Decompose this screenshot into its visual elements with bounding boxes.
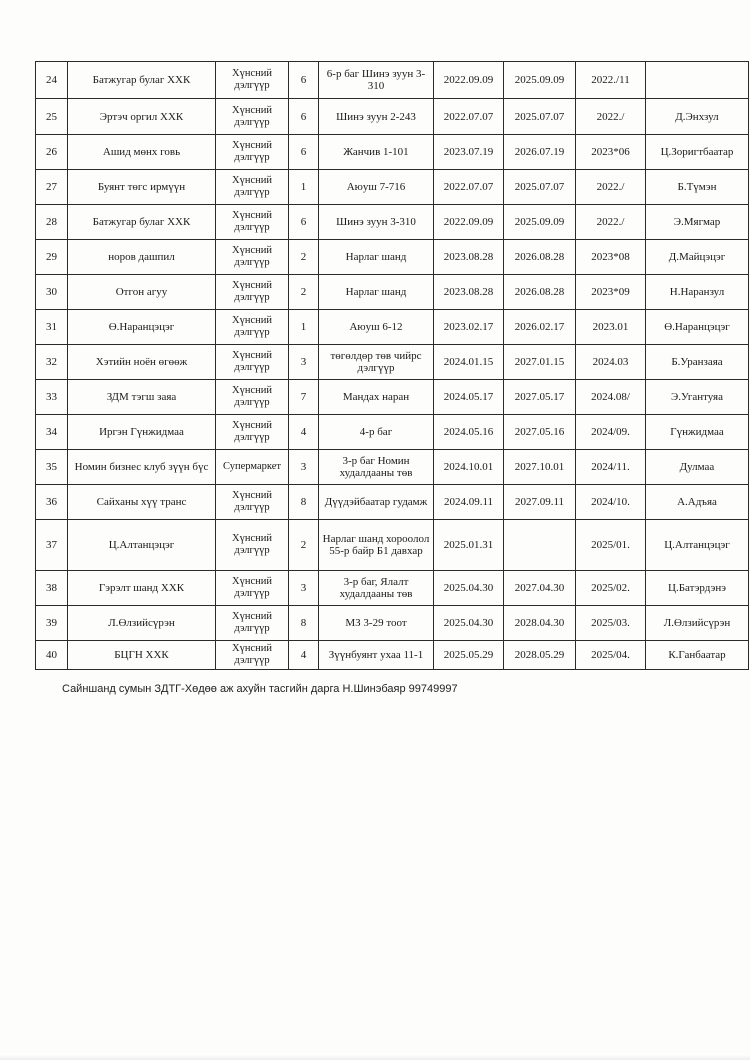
address-cell: 3-р баг, Ялалт худалдааны төв [319, 571, 434, 606]
owner-name-cell: Ц.Алтанцэцэг [646, 520, 749, 571]
start-date-cell: 2025.05.29 [434, 641, 504, 670]
end-date-cell: 2025.07.07 [504, 99, 576, 135]
bag-number-cell: 7 [289, 380, 319, 415]
start-date-cell: 2022.09.09 [434, 62, 504, 99]
address-cell: Нарлаг шанд [319, 240, 434, 275]
table-row [36, 606, 749, 641]
business-type-cell: Хүнсний дэлгүүр [216, 415, 289, 450]
table-row [36, 99, 749, 135]
owner-name-cell: Н.Наранзул [646, 275, 749, 310]
permit-number-cell: 2024/11. [576, 450, 646, 485]
entity-name-cell: Ө.Наранцэцэг [68, 310, 216, 345]
start-date-cell: 2023.02.17 [434, 310, 504, 345]
row-number-cell: 29 [36, 240, 68, 275]
address-cell: Нарлаг шанд хороолол 55-р байр Б1 давхар [319, 520, 434, 571]
address-cell: төгөлдөр төв чийрс дэлгүүр [319, 345, 434, 380]
end-date-cell: 2027.05.17 [504, 380, 576, 415]
row-number-cell: 32 [36, 345, 68, 380]
start-date-cell: 2024.01.15 [434, 345, 504, 380]
bag-number-cell: 6 [289, 99, 319, 135]
permit-number-cell: 2023*06 [576, 135, 646, 170]
owner-name-cell: Ц.Зоригтбаатар [646, 135, 749, 170]
row-number-cell: 24 [36, 62, 68, 99]
bag-number-cell: 8 [289, 606, 319, 641]
entity-name-cell: Батжугар булаг ХХК [68, 62, 216, 99]
bag-number-cell: 6 [289, 62, 319, 99]
table-row [36, 62, 749, 99]
business-type-cell: Хүнсний дэлгүүр [216, 571, 289, 606]
end-date-cell: 2027.05.16 [504, 415, 576, 450]
entity-name-cell: Сайханы хүү транс [68, 485, 216, 520]
permit-number-cell: 2023.01 [576, 310, 646, 345]
address-cell: 3-р баг Номин худалдааны төв [319, 450, 434, 485]
start-date-cell: 2022.07.07 [434, 170, 504, 205]
business-type-cell: Хүнсний дэлгүүр [216, 205, 289, 240]
end-date-cell: 2027.10.01 [504, 450, 576, 485]
owner-name-cell [646, 62, 749, 99]
start-date-cell: 2025.04.30 [434, 571, 504, 606]
row-number-cell: 33 [36, 380, 68, 415]
address-cell: Зүүнбуянт ухаа 11-1 [319, 641, 434, 670]
permit-number-cell: 2024.03 [576, 345, 646, 380]
entity-name-cell: Эртэч оргил ХХК [68, 99, 216, 135]
entity-name-cell: норов дашпил [68, 240, 216, 275]
end-date-cell: 2025.09.09 [504, 205, 576, 240]
address-cell: Шинэ зуун 2-243 [319, 99, 434, 135]
entity-name-cell: Хэтийн ноён өгөөж [68, 345, 216, 380]
entity-name-cell: ЗДМ тэгш заяа [68, 380, 216, 415]
registry-table-body [36, 62, 749, 670]
business-type-cell: Хүнсний дэлгүүр [216, 520, 289, 571]
start-date-cell: 2024.05.16 [434, 415, 504, 450]
entity-name-cell: Отгон агуу [68, 275, 216, 310]
end-date-cell: 2026.07.19 [504, 135, 576, 170]
owner-name-cell: Э.Угантуяа [646, 380, 749, 415]
row-number-cell: 34 [36, 415, 68, 450]
end-date-cell: 2026.08.28 [504, 275, 576, 310]
start-date-cell: 2022.07.07 [434, 99, 504, 135]
row-number-cell: 39 [36, 606, 68, 641]
row-number-cell: 35 [36, 450, 68, 485]
business-type-cell: Хүнсний дэлгүүр [216, 380, 289, 415]
address-cell: Шинэ зуун 3-310 [319, 205, 434, 240]
table-row [36, 205, 749, 240]
entity-name-cell: Буянт төгс ирмүүн [68, 170, 216, 205]
owner-name-cell: К.Ганбаатар [646, 641, 749, 670]
end-date-cell: 2027.01.15 [504, 345, 576, 380]
business-type-cell: Супермаркет [216, 450, 289, 485]
end-date-cell: 2027.04.30 [504, 571, 576, 606]
start-date-cell: 2022.09.09 [434, 205, 504, 240]
end-date-cell: 2025.07.07 [504, 170, 576, 205]
start-date-cell: 2025.01.31 [434, 520, 504, 571]
permit-number-cell: 2022./ [576, 170, 646, 205]
business-type-cell: Хүнсний дэлгүүр [216, 641, 289, 670]
entity-name-cell: БЦГН ХХК [68, 641, 216, 670]
permit-number-cell: 2025/01. [576, 520, 646, 571]
address-cell: Жанчив 1-101 [319, 135, 434, 170]
signature-line: Сайншанд сумын ЗДТГ-Хөдөө аж ахуйн тасгийн дарга Н.Шинэбаяр 99749997 [62, 683, 458, 695]
end-date-cell: 2026.02.17 [504, 310, 576, 345]
bag-number-cell: 1 [289, 310, 319, 345]
bag-number-cell: 1 [289, 170, 319, 205]
owner-name-cell: Д.Майцэцэг [646, 240, 749, 275]
owner-name-cell: Ц.Батэрдэнэ [646, 571, 749, 606]
table-row [36, 641, 749, 670]
row-number-cell: 27 [36, 170, 68, 205]
business-type-cell: Хүнсний дэлгүүр [216, 135, 289, 170]
owner-name-cell: А.Адъяа [646, 485, 749, 520]
permit-number-cell: 2025/04. [576, 641, 646, 670]
start-date-cell: 2024.05.17 [434, 380, 504, 415]
bag-number-cell: 6 [289, 135, 319, 170]
address-cell: Мандах наран [319, 380, 434, 415]
table-row [36, 450, 749, 485]
permit-number-cell: 2024/09. [576, 415, 646, 450]
start-date-cell: 2024.10.01 [434, 450, 504, 485]
business-type-cell: Хүнсний дэлгүүр [216, 62, 289, 99]
address-cell: Аюуш 6-12 [319, 310, 434, 345]
row-number-cell: 31 [36, 310, 68, 345]
bag-number-cell: 2 [289, 275, 319, 310]
business-type-cell: Хүнсний дэлгүүр [216, 275, 289, 310]
table-row [36, 240, 749, 275]
table-row [36, 135, 749, 170]
business-type-cell: Хүнсний дэлгүүр [216, 310, 289, 345]
row-number-cell: 25 [36, 99, 68, 135]
address-cell: Нарлаг шанд [319, 275, 434, 310]
entity-name-cell: Батжугар булаг ХХК [68, 205, 216, 240]
row-number-cell: 37 [36, 520, 68, 571]
business-type-cell: Хүнсний дэлгүүр [216, 240, 289, 275]
table-row [36, 380, 749, 415]
end-date-cell: 2027.09.11 [504, 485, 576, 520]
bag-number-cell: 8 [289, 485, 319, 520]
table-row [36, 310, 749, 345]
entity-name-cell: Ц.Алтанцэцэг [68, 520, 216, 571]
owner-name-cell: Л.Өлзийсүрэн [646, 606, 749, 641]
permit-number-cell: 2024.08/ [576, 380, 646, 415]
business-type-cell: Хүнсний дэлгүүр [216, 170, 289, 205]
start-date-cell: 2025.04.30 [434, 606, 504, 641]
bag-number-cell: 2 [289, 240, 319, 275]
entity-name-cell: Номин бизнес клуб зүүн бүс [68, 450, 216, 485]
scan-edge [0, 1054, 750, 1060]
end-date-cell: 2025.09.09 [504, 62, 576, 99]
row-number-cell: 26 [36, 135, 68, 170]
row-number-cell: 30 [36, 275, 68, 310]
table-row [36, 275, 749, 310]
bag-number-cell: 3 [289, 571, 319, 606]
bag-number-cell: 3 [289, 450, 319, 485]
entity-name-cell: Ашид мөнх говь [68, 135, 216, 170]
owner-name-cell: Э.Мягмар [646, 205, 749, 240]
permit-number-cell: 2023*09 [576, 275, 646, 310]
permit-number-cell: 2023*08 [576, 240, 646, 275]
entity-name-cell: Л.Өлзийсүрэн [68, 606, 216, 641]
permit-number-cell: 2022./11 [576, 62, 646, 99]
business-type-cell: Хүнсний дэлгүүр [216, 606, 289, 641]
table-row [36, 571, 749, 606]
owner-name-cell: Д.Энхзул [646, 99, 749, 135]
table-row [36, 345, 749, 380]
row-number-cell: 38 [36, 571, 68, 606]
row-number-cell: 40 [36, 641, 68, 670]
start-date-cell: 2023.07.19 [434, 135, 504, 170]
table-row [36, 415, 749, 450]
permit-number-cell: 2022./ [576, 99, 646, 135]
bag-number-cell: 4 [289, 641, 319, 670]
address-cell: МЗ 3-29 тоот [319, 606, 434, 641]
permit-number-cell: 2022./ [576, 205, 646, 240]
row-number-cell: 36 [36, 485, 68, 520]
table-row [36, 485, 749, 520]
start-date-cell: 2023.08.28 [434, 240, 504, 275]
permit-number-cell: 2025/02. [576, 571, 646, 606]
end-date-cell: 2028.04.30 [504, 606, 576, 641]
owner-name-cell: Б.Уранзаяа [646, 345, 749, 380]
end-date-cell: 2026.08.28 [504, 240, 576, 275]
business-type-cell: Хүнсний дэлгүүр [216, 345, 289, 380]
address-cell: 6-р баг Шинэ зуун 3-310 [319, 62, 434, 99]
owner-name-cell: Б.Түмэн [646, 170, 749, 205]
entity-name-cell: Гэрэлт шанд ХХК [68, 571, 216, 606]
row-number-cell: 28 [36, 205, 68, 240]
end-date-cell: 2028.05.29 [504, 641, 576, 670]
registry-table [35, 61, 749, 670]
address-cell: Аюуш 7-716 [319, 170, 434, 205]
business-type-cell: Хүнсний дэлгүүр [216, 485, 289, 520]
table-row [36, 170, 749, 205]
entity-name-cell: Иргэн Гүнжидмаа [68, 415, 216, 450]
address-cell: 4-р баг [319, 415, 434, 450]
bag-number-cell: 4 [289, 415, 319, 450]
owner-name-cell: Ө.Наранцэцэг [646, 310, 749, 345]
address-cell: Дүүдэйбаатар гудамж [319, 485, 434, 520]
end-date-cell [504, 520, 576, 571]
permit-number-cell: 2024/10. [576, 485, 646, 520]
bag-number-cell: 6 [289, 205, 319, 240]
start-date-cell: 2023.08.28 [434, 275, 504, 310]
business-type-cell: Хүнсний дэлгүүр [216, 99, 289, 135]
permit-number-cell: 2025/03. [576, 606, 646, 641]
bag-number-cell: 2 [289, 520, 319, 571]
owner-name-cell: Дулмаа [646, 450, 749, 485]
owner-name-cell: Гүнжидмаа [646, 415, 749, 450]
bag-number-cell: 3 [289, 345, 319, 380]
start-date-cell: 2024.09.11 [434, 485, 504, 520]
table-row [36, 520, 749, 571]
